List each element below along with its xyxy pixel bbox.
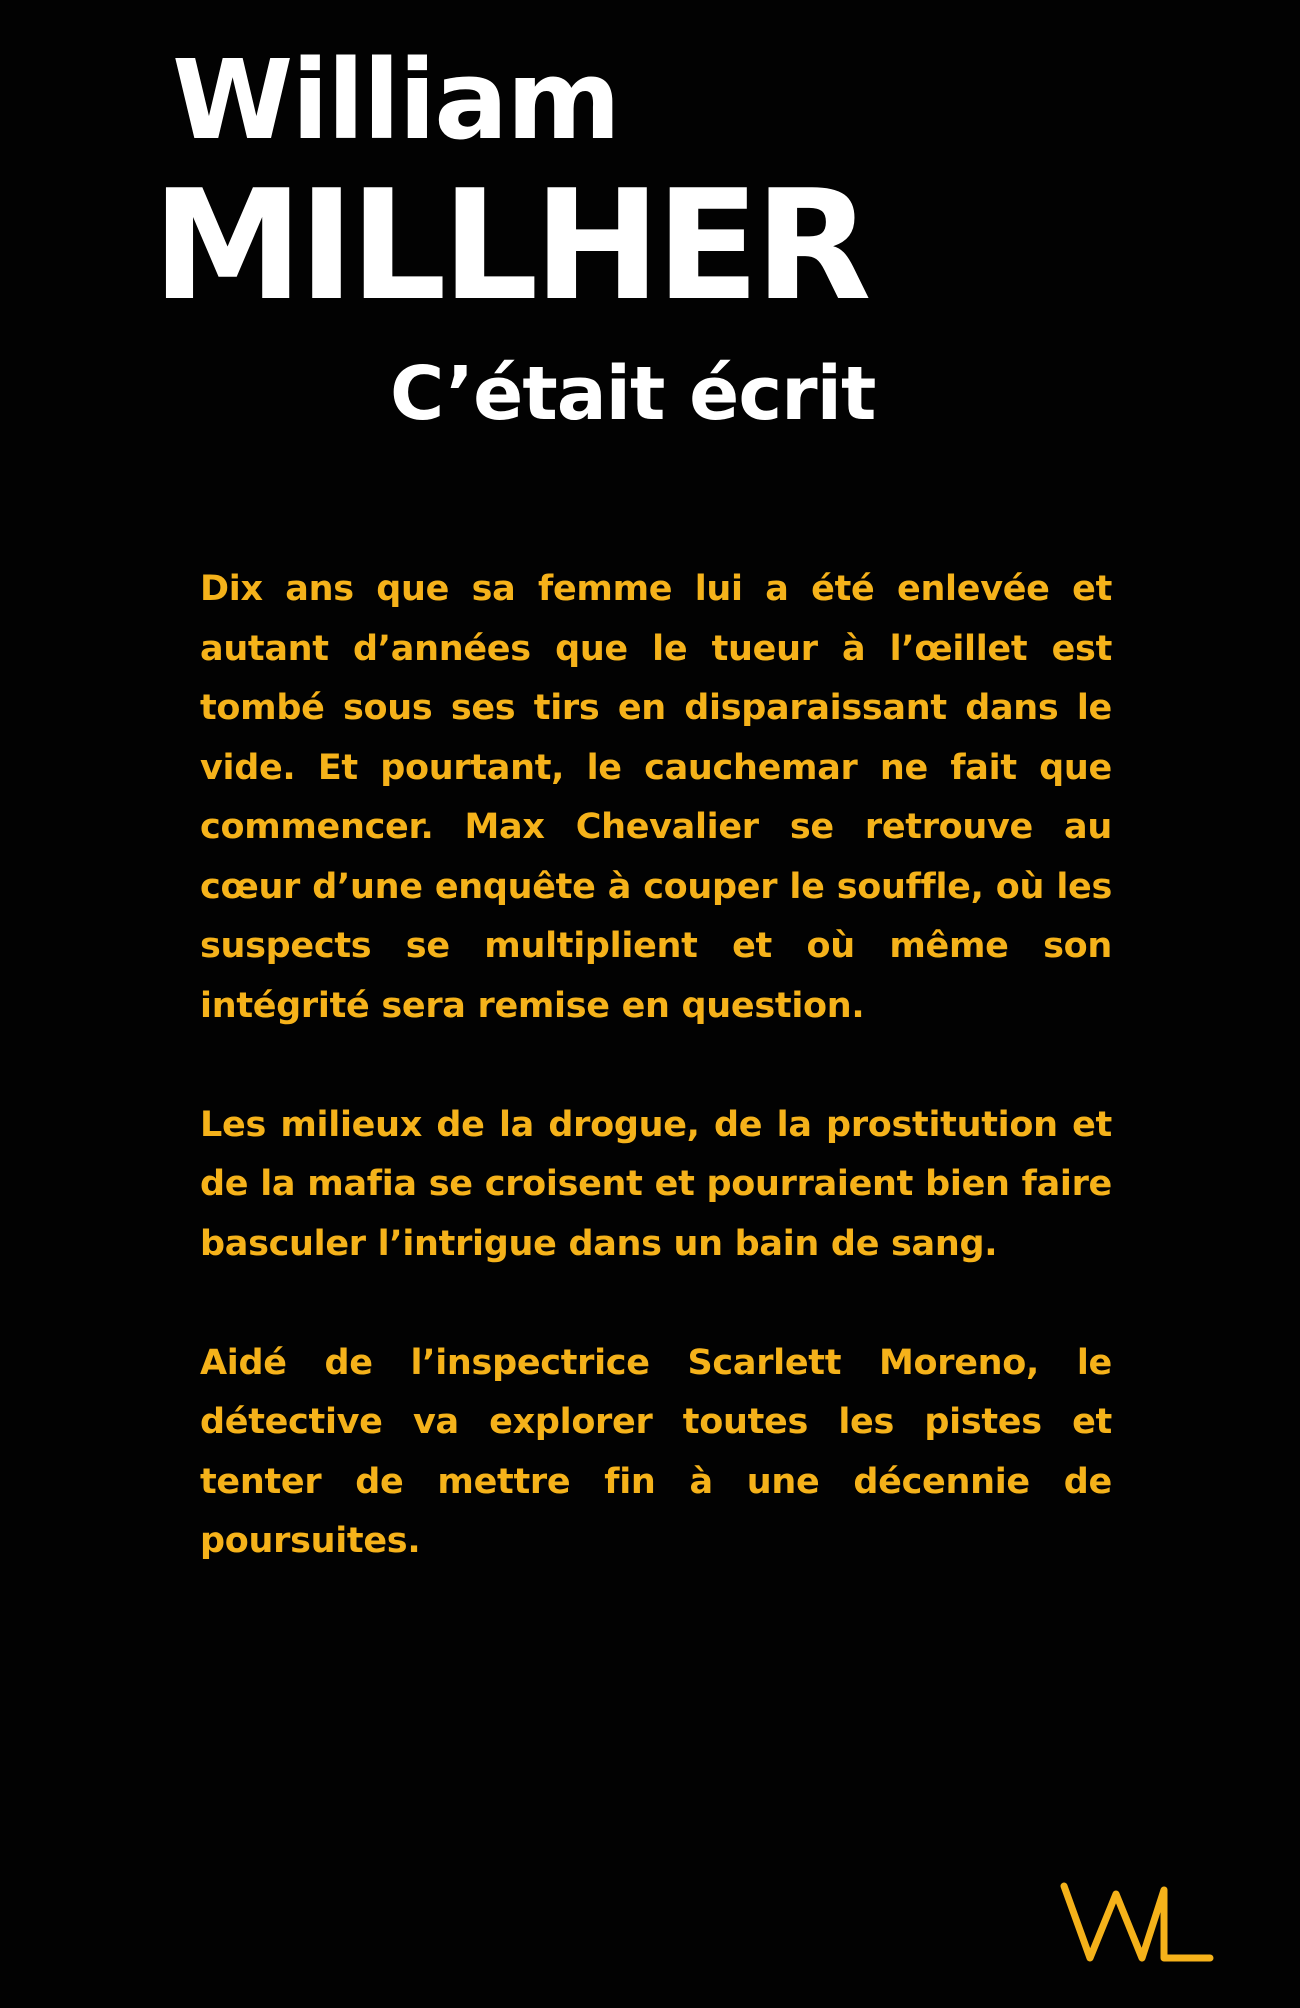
blurb <box>200 560 1112 1572</box>
author-last-name: MILLHER <box>152 157 867 334</box>
blurb-paragraph-2: Les milieux de la drogue, de la prostitution et de la mafia se croisent et pourraient bien faire basculer l’intrigue dans un bain de sang. <box>200 1104 1112 1264</box>
publisher-logo-icon <box>1056 1880 1216 1964</box>
author-first-name: William <box>172 36 620 164</box>
book-title: C’était écrit <box>390 351 876 437</box>
blurb-paragraph-3: Aidé de l’inspectrice Scarlett Moreno, le détective va explorer toutes les pistes et tenter de mettre fin à une décennie de poursuites. <box>200 1342 1112 1561</box>
blurb-paragraph-1: Dix ans que sa femme lui a été enlevée et autant d’années que le tueur à l’œillet est tombé sous ses tirs en disparaissant dans le vide. Et pourtant, le cauchemar ne fait que commencer. Max Chevalier se retrouve au cœur d’une enquête à couper le souffle, où les suspects se multiplient et où même son intégrité sera remise en question. <box>200 569 1112 1026</box>
